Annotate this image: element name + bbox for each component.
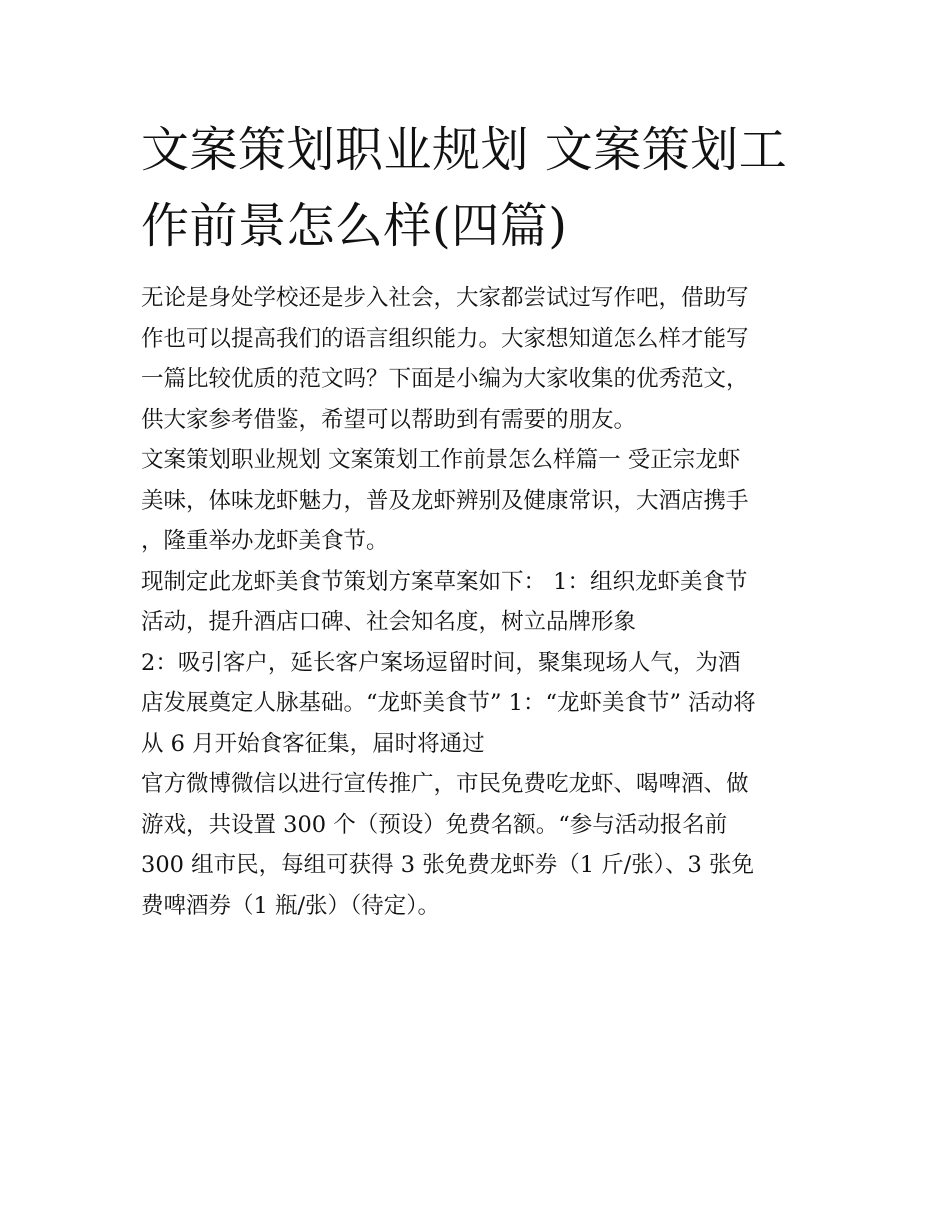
text-line: 活动，提升酒店口碑、社会知名度，树立品牌形象 [141,609,637,635]
promotion-paragraph [141,764,813,845]
goal-two-paragraph [141,643,813,765]
title-line-2: 作前景怎么样(四篇) [141,198,568,254]
text-line: 供大家参考借鉴，希望可以帮助到有需要的朋友。 [141,406,637,433]
text-line: 美味，体味龙虾魅力，普及龙虾辨别及健康常识，大酒店携手 [141,487,749,514]
text-line: 现制定此龙虾美食节策划方案草案如下： 1：组织龙虾美食节 [141,568,748,595]
section-one-paragraph [141,440,813,562]
text-line: 游戏，共设置 300 个（预设）免费名额。“参与活动报名前 [141,811,728,838]
plan-paragraph [141,562,813,643]
text-line: ，隆重举办龙虾美食节。 [141,528,389,554]
document-title [141,112,813,264]
text-line: 作也可以提高我们的语言组织能力。大家想知道怎么样才能写 [141,325,749,352]
text-line: 无论是身处学校还是步入社会，大家都尝试过写作吧，借助写 [141,285,749,311]
text-line: 300 组市民，每组可获得 3 张免费龙虾券（1 斤/张）、3 张免 [141,852,754,878]
text-line: 2：吸引客户，延长客户案场逗留时间，聚集现场人气，为酒 [141,649,741,676]
document-page [141,112,813,926]
title-line-1: 文案策划职业规划 文案策划工 [141,122,788,178]
intro-paragraph [141,278,813,440]
text-line: 从 6 月开始食客征集，届时将通过 [141,730,485,757]
text-line: 一篇比较优质的范文吗？下面是小编为大家收集的优秀范文， [141,366,749,392]
text-line: 费啤酒券（1 瓶/张）（待定）。 [141,892,441,919]
text-line: 店发展奠定人脉基础。“龙虾美食节” 1：“龙虾美食节” 活动将 [141,690,756,716]
text-line: 官方微博微信以进行宣传推广，市民免费吃龙虾、喝啤酒、做 [141,771,749,797]
voucher-paragraph [141,845,813,926]
text-line: 文案策划职业规划 文案策划工作前景怎么样篇一 受正宗龙虾 [141,447,741,473]
